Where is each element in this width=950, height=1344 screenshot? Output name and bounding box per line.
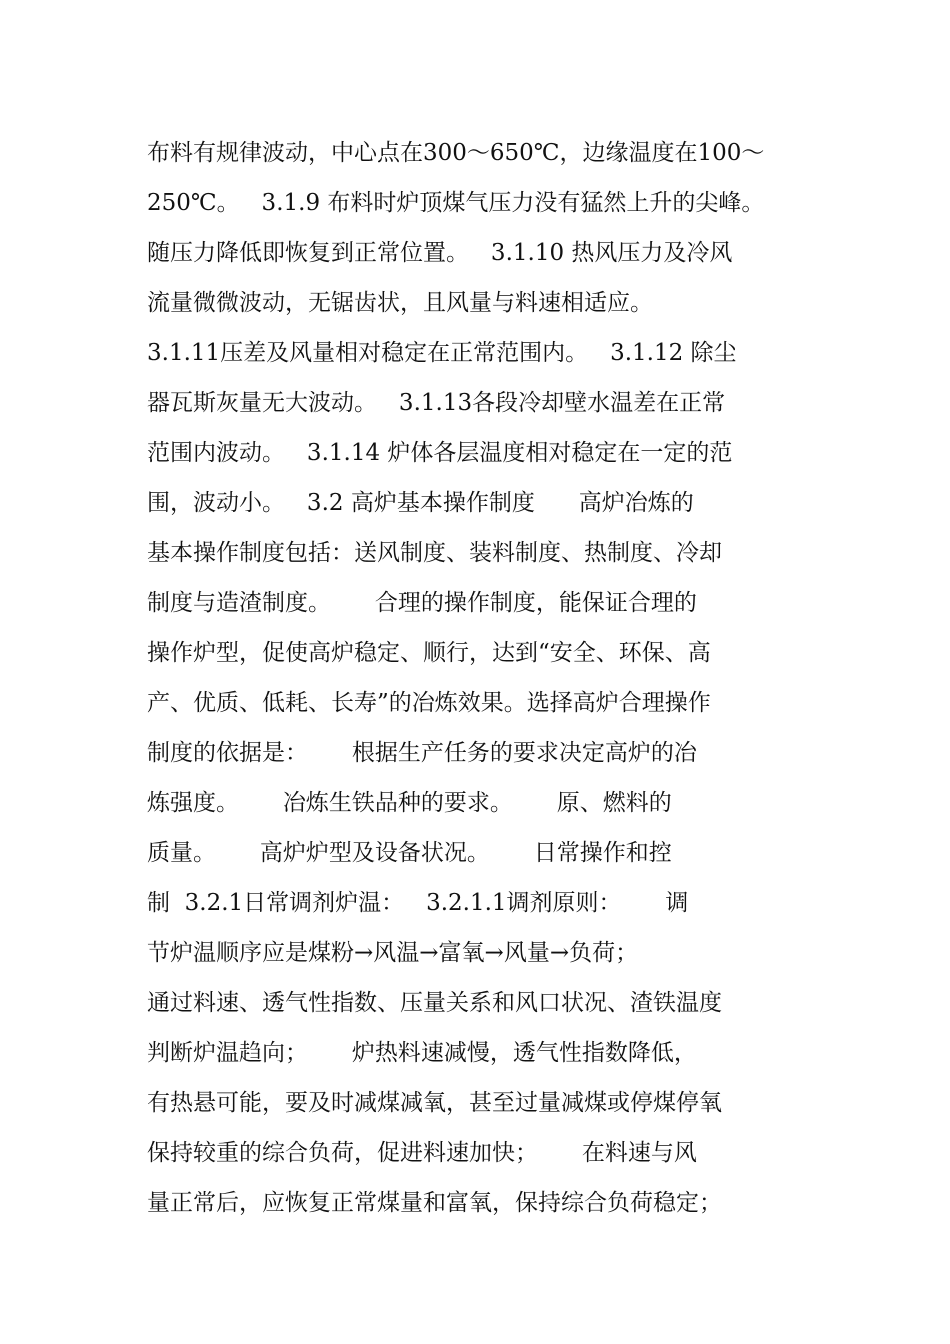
- text-line: 制度的依据是： 根据生产任务的要求决定高炉的冶: [147, 740, 697, 766]
- text-line: 节炉温顺序应是煤粉→风温→富氧→风量→负荷；: [147, 940, 639, 966]
- text-line: 有热悬可能，要及时减煤减氧，甚至过量减煤或停煤停氧: [147, 1090, 722, 1116]
- text-line: 随压力降低即恢复到正常位置。 3.1.10 热风压力及冷风: [147, 240, 733, 266]
- text-line: 炼强度。 冶炼生铁品种的要求。 原、燃料的: [147, 790, 672, 816]
- text-line: 器瓦斯灰量无大波动。 3.1.13各段冷却壁水温差在正常: [147, 390, 726, 416]
- text-line: 保持较重的综合负荷，促进料速加快； 在料速与风: [147, 1140, 697, 1166]
- text-line: 制 3.2.1日常调剂炉温： 3.2.1.1调剂原则： 调: [147, 890, 689, 916]
- text-line: 量正常后，应恢复正常煤量和富氧，保持综合负荷稳定；: [147, 1190, 722, 1216]
- text-line: 250℃。 3.1.9 布料时炉顶煤气压力没有猛然上升的尖峰。: [147, 190, 765, 216]
- text-line: 通过料速、透气性指数、压量关系和风口状况、渣铁温度: [147, 990, 722, 1016]
- text-line: 基本操作制度包括：送风制度、装料制度、热制度、冷却: [147, 540, 722, 566]
- text-line: 范围内波动。 3.1.14 炉体各层温度相对稳定在一定的范: [147, 440, 733, 466]
- text-line: 3.1.11压差及风量相对稳定在正常范围内。 3.1.12 除尘: [147, 340, 737, 366]
- text-line: 围，波动小。 3.2 高炉基本操作制度 高炉冶炼的: [147, 490, 694, 516]
- text-line: 产、优质、低耗、长寿”的冶炼效果。选择高炉合理操作: [147, 690, 711, 716]
- text-line: 质量。 高炉炉型及设备状况。 日常操作和控: [147, 840, 672, 866]
- text-line: 制度与造渣制度。 合理的操作制度，能保证合理的: [147, 590, 697, 616]
- text-line: 布料有规律波动，中心点在300～650℃，边缘温度在100～: [147, 140, 765, 166]
- text-line: 流量微微波动，无锯齿状，且风量与料速相适应。: [147, 290, 653, 316]
- body-text: [147, 128, 807, 1228]
- text-line: 操作炉型，促使高炉稳定、顺行，达到“安全、环保、高: [147, 640, 711, 666]
- text-line: 判断炉温趋向； 炉热料速减慢，透气性指数降低，: [147, 1040, 697, 1066]
